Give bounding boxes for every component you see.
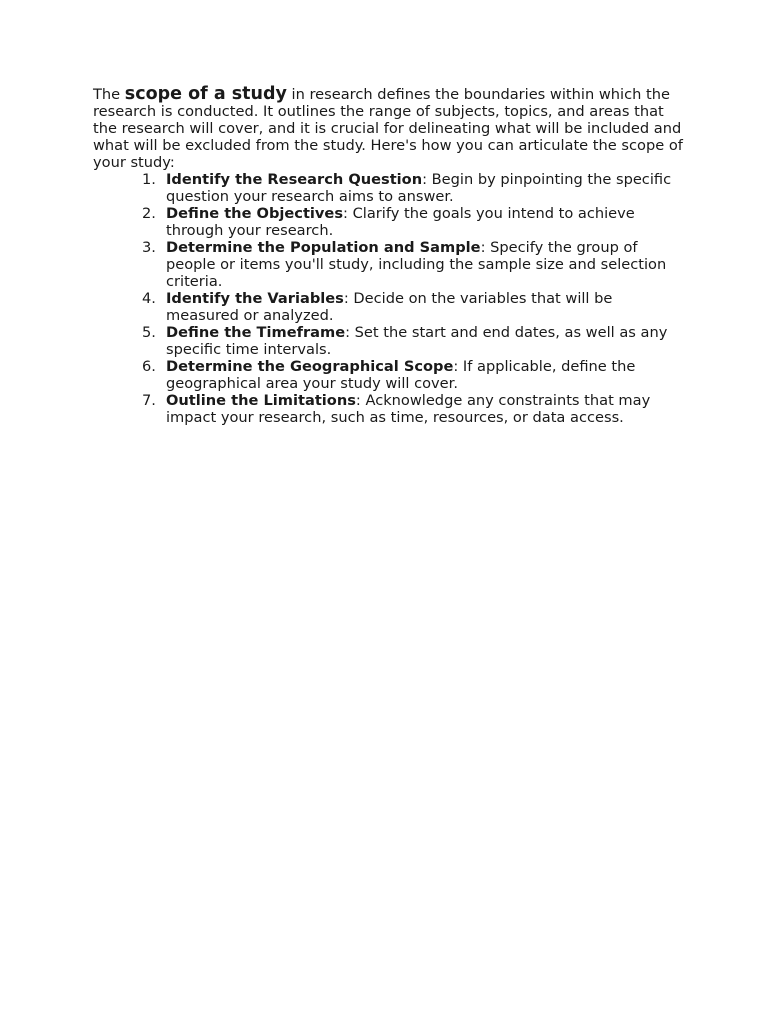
list-item-title: Determine the Geographical Scope [166,358,454,375]
list-item-title: Identify the Variables [166,290,344,307]
list-item-text: : Begin by pinpointing the specific question your research aims to answer. [166,171,672,205]
list-item-title: Define the Objectives [166,205,344,222]
list-item [93,358,683,392]
list-item-text: : Decide on the variables that will be measured or analyzed. [166,290,613,324]
list-item-number: 3. [142,239,156,256]
list-item-title: Identify the Research Question [166,171,423,188]
list-item-text: : Set the start and end dates, as well as any specific time intervals. [166,324,668,358]
list-item-title: Outline the Limitations [166,392,356,409]
list-item [93,205,683,239]
list-item [93,290,683,324]
intro-emphasis: scope of a study [124,84,287,104]
list-item-text: : Clarify the goals you intend to achieve through your research. [166,205,635,239]
list-item-title: Define the Timeframe [166,324,346,341]
list-item-title: Determine the Population and Sample [166,239,481,256]
list-item [93,171,683,205]
list-item-number: 2. [142,205,156,222]
list-item-number: 7. [142,392,156,409]
list-item-number: 5. [142,324,156,341]
intro-paragraph [93,86,683,171]
list-item-number: 6. [142,358,156,375]
list-item-text: : Specify the group of people or items you'll study, including the sample size and selection criteria. [166,239,667,290]
list-item-number: 1. [142,171,156,188]
steps-list [93,171,683,426]
list-item [93,392,683,426]
list-item [93,239,683,290]
list-item-text: : If applicable, define the geographical area your study will cover. [166,358,636,392]
list-item [93,324,683,358]
intro-lead-text: The [93,86,125,103]
list-item-text: : Acknowledge any constraints that may impact your research, such as time, resources, or data access. [166,392,651,426]
list-item-number: 4. [142,290,156,307]
document-page [93,86,683,426]
intro-body-text: in research defines the boundaries within which the research is conducted. It outlines the range of subjects, topics, and areas that the research will cover, and it is crucial for delineating what will be included and what will be excluded from the study. Here's how you can articulate the scope of your study: [93,86,683,171]
